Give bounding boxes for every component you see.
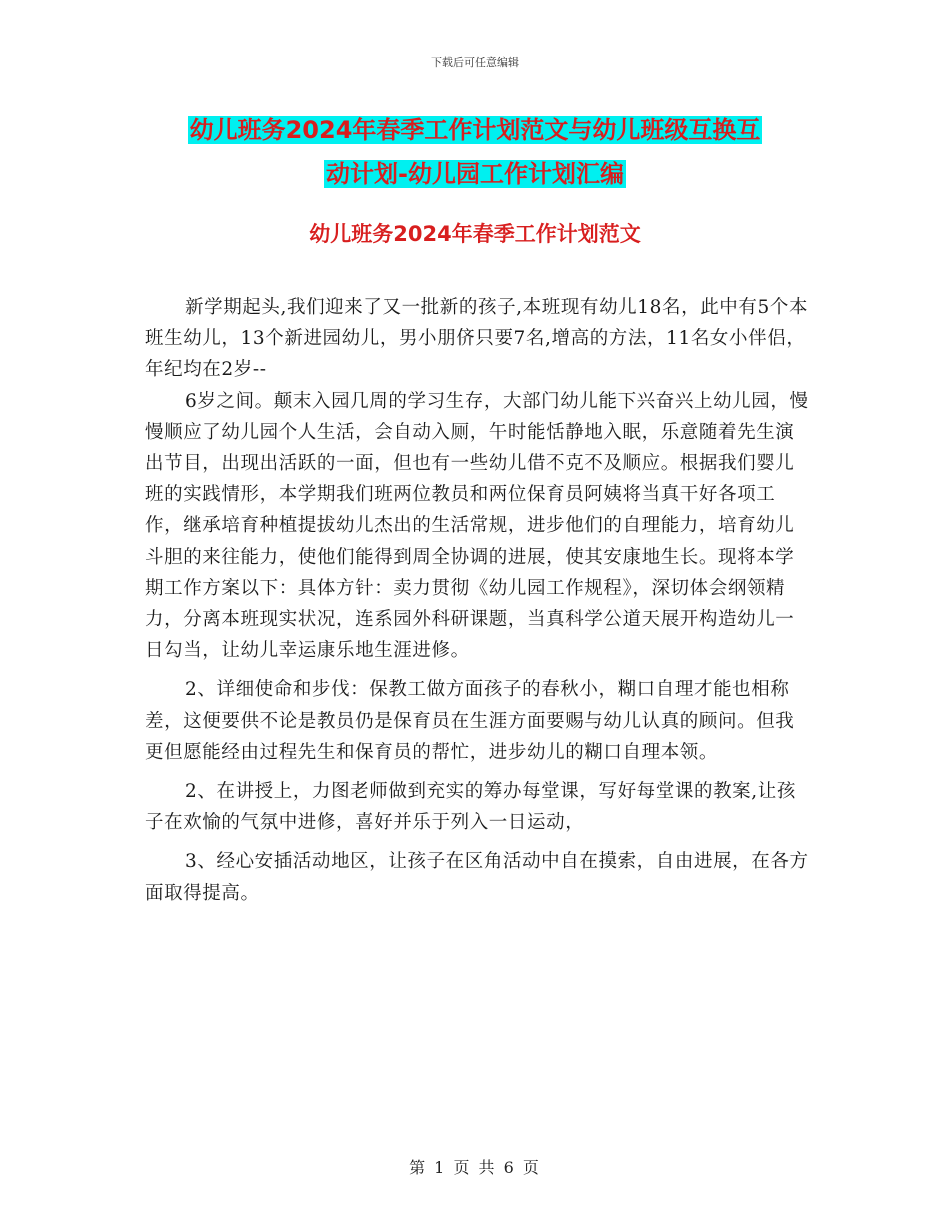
document-title-line-2: 动计划-幼儿园工作计划汇编 — [326, 160, 624, 188]
document-title-line-1: 幼儿班务2024年春季工作计划范文与幼儿班级互换互 — [189, 116, 761, 144]
paragraph: 新学期起头,我们迎来了又一批新的孩子,本班现有幼儿18名，此中有5个本班生幼儿，13个新进园幼儿，男小朋侪只要7名,增高的方法，11名女小伴侣，年纪均在2岁-- — [145, 297, 809, 381]
paragraph: 3、经心安插活动地区，让孩子在区角活动中自在摸索，自由进展，在各方面取得提高。 — [145, 851, 809, 904]
document-body — [145, 292, 813, 909]
document-title — [120, 108, 830, 196]
paragraph: 2、详细使命和步伐：保教工做方面孩子的春秋小，糊口自理才能也相称差，这便要供不论是教员仍是保育员在生涯方面要赐与幼儿认真的顾问。但我更但愿能经由过程先生和保育员的帮忙，进步幼儿的糊口自理本领。 — [145, 679, 795, 763]
section-title: 幼儿班务2024年春季工作计划范文 — [309, 222, 641, 246]
paragraph: 6岁之间。颠末入园几周的学习生存，大部门幼儿能下兴奋兴上幼儿园，慢慢顺应了幼儿园个人生活，会自动入厕，午时能恬静地入眠，乐意随着先生演出节目，出现出活跃的一面，但也有一些幼儿借不克不及顺应。根据我们婴儿班的实践情形，本学期我们班两位教员和两位保育员阿姨将当真干好各项工作，继承培育种植提拔幼儿杰出的生活常规，进步他们的自理能力，培育幼儿斗胆的来往能力，使他们能得到周全协调的进展，使其安康地生长。现将本学期工作方案以下：具体方针：卖力贯彻《幼儿园工作规程》，深切体会纲领精力，分离本班现实状况，连系园外科研课题，当真科学公道天展开构造幼儿一日勾当，让幼儿幸运康乐地生涯进修。 — [145, 390, 809, 662]
page-number-footer: 第 1 页 共 6 页 — [409, 1158, 541, 1177]
paragraph: 2、在讲授上，力图老师做到充实的筹办每堂课，写好每堂课的教案,让孩子在欢愉的气氛中进修，喜好并乐于列入一日运动， — [145, 781, 796, 834]
header-note: 下载后可任意编辑 — [431, 56, 519, 69]
